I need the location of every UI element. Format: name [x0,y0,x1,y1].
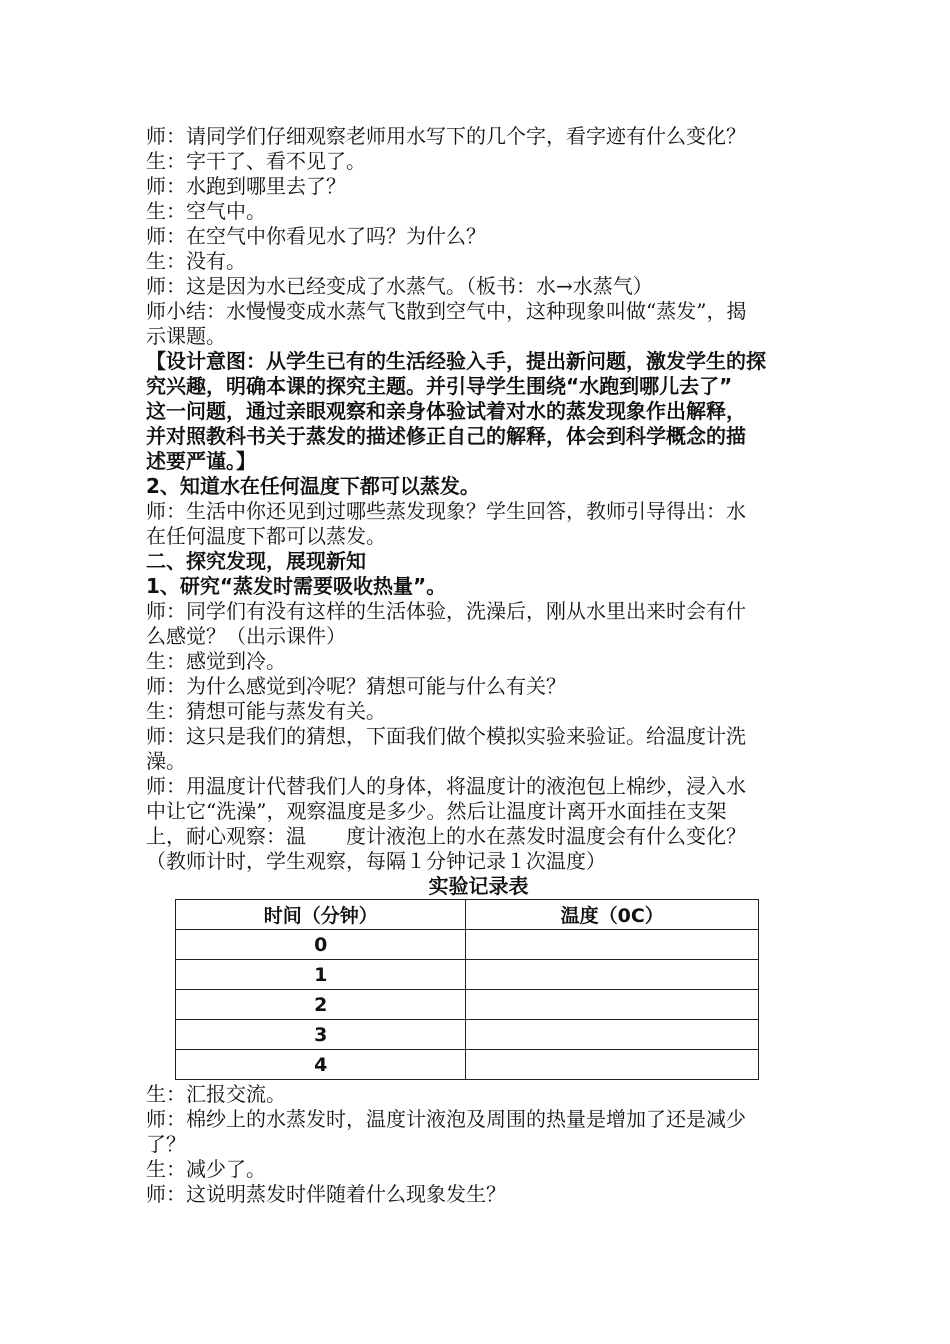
temperature-cell[interactable] [466,930,759,960]
temperature-cell[interactable] [466,1020,759,1050]
table-row [176,960,759,990]
table-header-row [176,900,759,930]
text-line: 生：汇报交流。 [146,1082,286,1106]
table-row [176,1020,759,1050]
text-line: 述要严谨。】 [146,449,256,473]
text-line: 么感觉？（出示课件） [146,624,346,648]
time-cell: 3 [176,1020,466,1050]
text-line: 师：用温度计代替我们人的身体，将温度计的液泡包上棉纱，浸入水 [146,774,746,798]
text-line: 在任何温度下都可以蒸发。 [146,524,386,548]
text-line: 中让它“洗澡”，观察温度是多少。然后让温度计离开水面挂在支架 [146,799,727,823]
body-text-before-table [146,124,811,874]
text-line: 了？ [146,1132,186,1156]
time-cell: 1 [176,960,466,990]
text-line: 2、知道水在任何温度下都可以蒸发。 [146,474,480,498]
text-line: 生：猜想可能与蒸发有关。 [146,699,386,723]
text-line: 师：同学们有没有这样的生活体验，洗澡后，刚从水里出来时会有什 [146,599,746,623]
header-temperature: 温度（0C） [466,900,759,930]
text-line: 师：生活中你还见到过哪些蒸发现象？学生回答，教师引导得出：水 [146,499,746,523]
text-line: 示课题。 [146,324,226,348]
text-line: 生：感觉到冷。 [146,649,286,673]
temperature-cell[interactable] [466,990,759,1020]
text-line: 1、研究“蒸发时需要吸收热量”。 [146,574,447,598]
experiment-record-table [175,899,759,1080]
text-line: 师：水跑到哪里去了？ [146,174,346,198]
text-line: 师小结：水慢慢变成水蒸气飞散到空气中，这种现象叫做“蒸发”，揭 [146,299,747,323]
time-cell: 2 [176,990,466,1020]
text-line: 澡。 [146,749,186,773]
text-line: 究兴趣，明确本课的探究主题。并引导学生围绕“水跑到哪儿去了” [146,374,733,398]
text-line: 上，耐心观察：温 度计液泡上的水在蒸发时温度会有什么变化？ [146,824,746,848]
table-title: 实验记录表 [428,874,529,898]
text-line: 师：在空气中你看见水了吗？为什么？ [146,224,486,248]
text-line: 师：这说明蒸发时伴随着什么现象发生？ [146,1182,506,1206]
text-line: 二、探究发现，展现新知 [146,549,366,573]
text-line: 生：字干了、看不见了。 [146,149,366,173]
text-line: 师：棉纱上的水蒸发时，温度计液泡及周围的热量是增加了还是减少 [146,1107,746,1131]
text-line: 师：为什么感觉到冷呢？猜想可能与什么有关？ [146,674,566,698]
table-row [176,990,759,1020]
document-page [146,124,811,1207]
text-line: （教师计时，学生观察，每隔１分钟记录１次温度） [146,849,606,873]
temperature-cell[interactable] [466,960,759,990]
text-line: 师：这是因为水已经变成了水蒸气。（板书：水→水蒸气） [146,274,653,298]
text-line: 生：空气中。 [146,199,266,223]
body-text-after-table [146,1082,811,1207]
text-line: 【设计意图：从学生已有的生活经验入手，提出新问题，激发学生的探 [146,349,766,373]
text-line: 生：没有。 [146,249,246,273]
header-time: 时间（分钟） [176,900,466,930]
table-body [176,930,759,1080]
table-row [176,930,759,960]
temperature-cell[interactable] [466,1050,759,1080]
time-cell: 4 [176,1050,466,1080]
time-cell: 0 [176,930,466,960]
text-line: 生：减少了。 [146,1157,266,1181]
text-line: 这一问题，通过亲眼观察和亲身体验试着对水的蒸发现象作出解释， [146,399,746,423]
table-row [176,1050,759,1080]
text-line: 师：请同学们仔细观察老师用水写下的几个字，看字迹有什么变化？ [146,124,746,148]
text-line: 师：这只是我们的猜想，下面我们做个模拟实验来验证。给温度计洗 [146,724,746,748]
text-line: 并对照教科书关于蒸发的描述修正自己的解释，体会到科学概念的描 [146,424,746,448]
